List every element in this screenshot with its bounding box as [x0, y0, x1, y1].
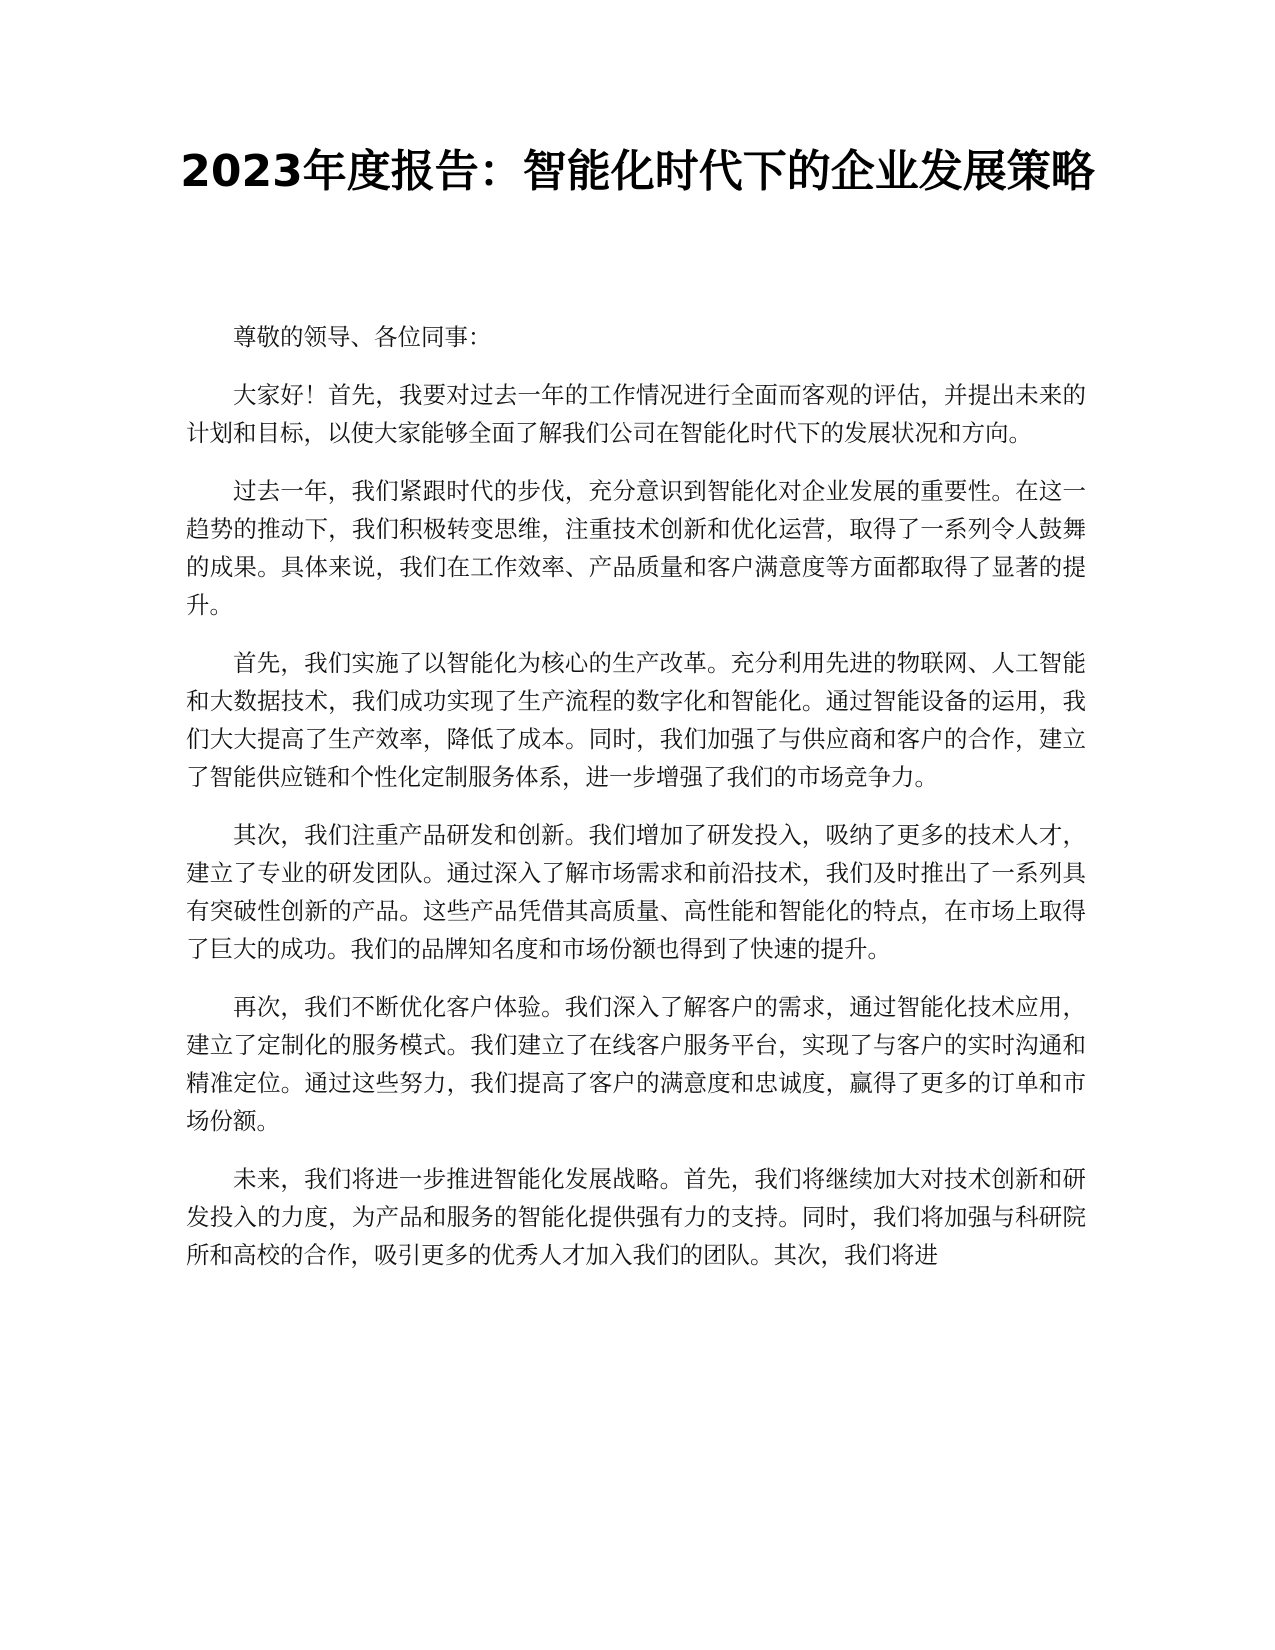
paragraph-customer-experience: 再次，我们不断优化客户体验。我们深入了解客户的需求，通过智能化技术应用，建立了定制化的服务模式。我们建立了在线客户服务平台，实现了与客户的实时沟通和精准定位。通过这些努力，我们提高了客户的满意度和忠诚度，赢得了更多的订单和市场份额。: [186, 993, 1086, 1135]
paragraph-future-plan: 未来，我们将进一步推进智能化发展战略。首先，我们将继续加大对技术创新和研发投入的力度，为产品和服务的智能化提供强有力的支持。同时，我们将加强与科研院所和高校的合作，吸引更多的优秀人才加入我们的团队。其次，我们将进: [186, 1165, 1086, 1269]
document-body: [186, 318, 1086, 1294]
paragraph-past-year: 过去一年，我们紧跟时代的步伐，充分意识到智能化对企业发展的重要性。在这一趋势的推动下，我们积极转变思维，注重技术创新和优化运营，取得了一系列令人鼓舞的成果。具体来说，我们在工作效率、产品质量和客户满意度等方面都取得了显著的提升。: [186, 477, 1086, 619]
paragraph-rnd-innovation: 其次，我们注重产品研发和创新。我们增加了研发投入，吸纳了更多的技术人才，建立了专业的研发团队。通过深入了解市场需求和前沿技术，我们及时推出了一系列具有突破性创新的产品。这些产品凭借其高质量、高性能和智能化的特点，在市场上取得了巨大的成功。我们的品牌知名度和市场份额也得到了快速的提升。: [186, 821, 1086, 963]
paragraph-opening: 大家好！首先，我要对过去一年的工作情况进行全面而客观的评估，并提出未来的计划和目标，以使大家能够全面了解我们公司在智能化时代下的发展状况和方向。: [186, 381, 1086, 447]
document-title: 2023年度报告：智能化时代下的企业发展策略: [180, 146, 1095, 197]
salutation: 尊敬的领导、各位同事：: [233, 323, 492, 351]
paragraph-production-reform: 首先，我们实施了以智能化为核心的生产改革。充分利用先进的物联网、人工智能和大数据技术，我们成功实现了生产流程的数字化和智能化。通过智能设备的运用，我们大大提高了生产效率，降低了成本。同时，我们加强了与供应商和客户的合作，建立了智能供应链和个性化定制服务体系，进一步增强了我们的市场竞争力。: [186, 649, 1086, 791]
